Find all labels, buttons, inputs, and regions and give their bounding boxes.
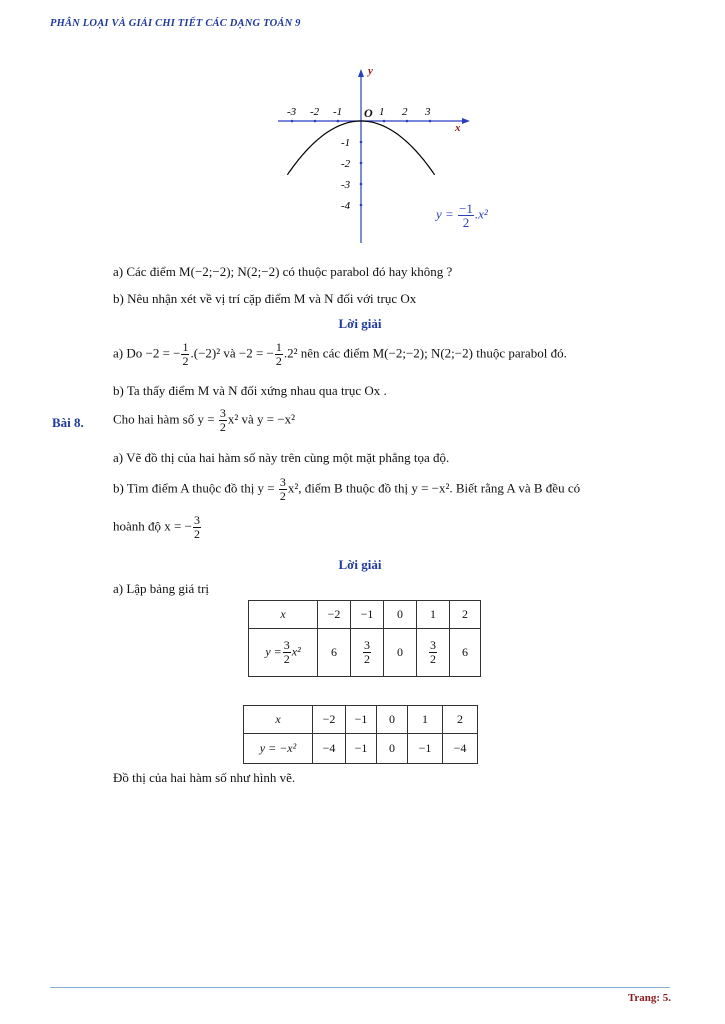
graph-equation: y = $\frac{-1}{2}$ .x² xyxy=(436,201,488,230)
x-tick-label: -1 xyxy=(333,106,343,118)
value-table-2 xyxy=(243,705,478,764)
table2-x-cell: 0 xyxy=(377,706,408,734)
make-table-text: a) Lập bảng giá trị xyxy=(113,581,210,596)
table1-y-cell: $\frac{3}{2}$ xyxy=(417,629,450,677)
table2-y-cell: −4 xyxy=(313,734,346,764)
table2-x-cell: 1 xyxy=(408,706,443,734)
x-tick-mark xyxy=(314,120,317,123)
y-tick-mark xyxy=(360,204,363,207)
table2-y-cell: −1 xyxy=(408,734,443,764)
x-tick-mark xyxy=(291,120,294,123)
solution-b: b) Ta thấy điểm M và N đối xứng nhau qua trục Ox . xyxy=(113,383,387,398)
table1-x-cell: 1 xyxy=(417,601,450,629)
solution-a: a) Do −2 = − $\frac{1}{2}$ .(−2)² và −2 = − $\frac{1}{2}$ .2² nên các điểm M(−2;−2); N(2;−2) thuộc parabol đó. xyxy=(113,340,567,368)
table1-x-cell: −2 xyxy=(318,601,351,629)
table1-row-label: y = $\frac{3}{2}$ x² xyxy=(249,629,318,677)
x-axis-label: x xyxy=(455,122,461,134)
table2-row-label: y = −x² xyxy=(244,734,313,764)
x-tick-mark xyxy=(406,120,409,123)
table2-y-cell: −1 xyxy=(346,734,377,764)
x-tick-label: 2 xyxy=(402,106,408,118)
table1-y-cell: 6 xyxy=(318,629,351,677)
x-tick-label: 1 xyxy=(379,106,385,118)
question-a: a) Các điểm M(−2;−2); N(2;−2) có thuộc parabol đó hay không ? xyxy=(113,264,453,279)
x-tick-label: -3 xyxy=(287,106,297,118)
footer-divider xyxy=(50,987,670,988)
exercise-8-b-line2: hoành độ x = − $\frac{3}{2}$ xyxy=(113,513,200,541)
table1-x-header: x xyxy=(249,601,318,629)
x-tick-label: 3 xyxy=(425,106,431,118)
page-header: PHÂN LOẠI VÀ GIẢI CHI TIẾT CÁC DẠNG TOÁN 9 xyxy=(50,18,301,29)
exercise-8-label: Bài 8. xyxy=(52,415,84,430)
table2-x-cell: −2 xyxy=(313,706,346,734)
x-tick-mark xyxy=(337,120,340,123)
exercise-8-statement: Cho hai hàm số y = $\frac{3}{2}$ x² và y = −x² xyxy=(113,406,296,434)
origin-label: O xyxy=(364,106,373,120)
value-table-1 xyxy=(248,600,481,677)
table1-y-cell: 0 xyxy=(384,629,417,677)
y-tick-mark xyxy=(360,141,363,144)
y-axis-arrow xyxy=(358,69,364,77)
table1-y-cell: $\frac{3}{2}$ xyxy=(351,629,384,677)
y-tick-label: -4 xyxy=(341,200,351,212)
question-b: b) Nêu nhận xét về vị trí cặp điểm M và N đối với trục Ox xyxy=(113,291,417,306)
y-tick-label: -1 xyxy=(341,137,351,149)
x-tick-mark xyxy=(383,120,386,123)
table2-x-cell: −1 xyxy=(346,706,377,734)
x-axis-arrow xyxy=(462,118,470,124)
x-tick-label: -2 xyxy=(310,106,320,118)
table1-x-cell: 2 xyxy=(450,601,481,629)
y-tick-label: -3 xyxy=(341,179,351,191)
exercise-8-a: a) Vẽ đồ thị của hai hàm số này trên cùng một mặt phẳng tọa độ. xyxy=(113,450,450,465)
y-tick-mark xyxy=(360,183,363,186)
y-tick-mark xyxy=(360,162,363,165)
table1-x-cell: 0 xyxy=(384,601,417,629)
solution-heading-1: Lời giải xyxy=(338,316,382,331)
exercise-8-b: b) Tìm điểm A thuộc đồ thị y = $\frac{3}{2}$ x², điểm B thuộc đồ thị y = −x². Biết rằng A và B đều có xyxy=(113,475,581,503)
table1-x-cell: −1 xyxy=(351,601,384,629)
table1-y-cell: 6 xyxy=(450,629,481,677)
closing-text: Đồ thị của hai hàm số như hình vẽ. xyxy=(113,770,296,785)
solution-heading-2: Lời giải xyxy=(338,557,382,572)
table2-x-cell: 2 xyxy=(443,706,478,734)
table2-y-cell: −4 xyxy=(443,734,478,764)
page-number: Trang: 5. xyxy=(627,992,671,1004)
table2-y-cell: 0 xyxy=(377,734,408,764)
y-axis-label: y xyxy=(368,65,373,77)
table2-x-header: x xyxy=(244,706,313,734)
y-tick-label: -2 xyxy=(341,158,351,170)
x-tick-mark xyxy=(429,120,432,123)
